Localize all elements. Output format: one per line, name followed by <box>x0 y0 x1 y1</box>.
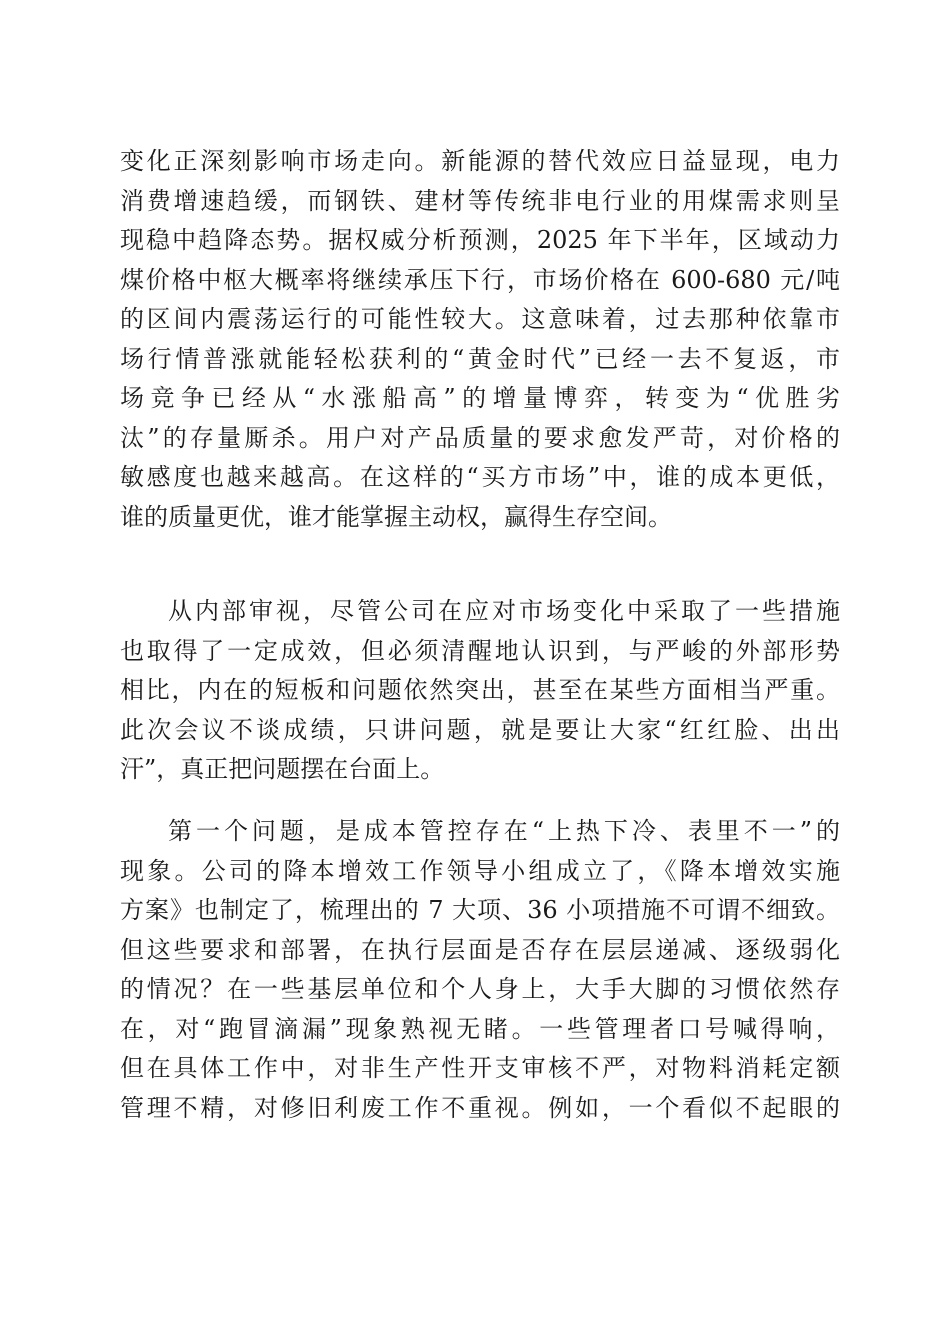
paragraph-line: 的区间内震荡运行的可能性较大。这意味着，过去那种依靠市 <box>120 305 840 333</box>
paragraph-line: 煤价格中枢大概率将继续承压下行，市场价格在 600-680 元/吨 <box>120 265 840 294</box>
paragraph-line: 汗”，真正把问题摆在台面上。 <box>120 755 445 783</box>
paragraph-line: 相比，内在的短板和问题依然突出，甚至在某些方面相当严重。 <box>120 676 840 704</box>
paragraph-line: 的情况？在一些基层单位和个人身上，大手大脚的习惯依然存 <box>120 975 840 1003</box>
paragraph-line: 管理不精，对修旧利废工作不重视。例如，一个看似不起眼的 <box>120 1093 840 1122</box>
paragraph-line: 从内部审视，尽管公司在应对市场变化中采取了一些措施 <box>168 597 840 625</box>
paragraph-line: 场竞争已经从“水涨船高”的增量博弈，转变为“优胜劣 <box>120 384 840 412</box>
paragraph-line: 汰”的存量厮杀。用户对产品质量的要求愈发严苛，对价格的 <box>120 423 840 452</box>
paragraph-line: 场行情普涨就能轻松获利的“黄金时代”已经一去不复返，市 <box>120 344 840 373</box>
paragraph-line: 现象。公司的降本增效工作领导小组成立了，《降本增效实施 <box>120 856 840 885</box>
paragraph-market-trend <box>120 142 840 537</box>
paragraph-line: 变化正深刻影响市场走向。新能源的替代效应日益显现，电力 <box>120 147 840 175</box>
paragraph-internal-review <box>120 592 840 790</box>
paragraph-first-problem <box>120 812 840 1128</box>
paragraph-line: 方案》也制定了，梳理出的 7 大项、36 小项措施不可谓不细致。 <box>120 896 840 924</box>
paragraph-line: 敏感度也越来越高。在这样的“买方市场”中，谁的成本更低， <box>120 463 840 491</box>
paragraph-line: 但在具体工作中，对非生产性开支审核不严，对物料消耗定额 <box>120 1054 840 1082</box>
paragraph-line: 也取得了一定成效，但必须清醒地认识到，与严峻的外部形势 <box>120 636 840 665</box>
paragraph-line: 此次会议不谈成绩，只讲问题，就是要让大家“红红脸、出出 <box>120 715 840 744</box>
paragraph-line: 第一个问题，是成本管控存在“上热下冷、表里不一”的 <box>168 817 840 845</box>
paragraph-line: 但这些要求和部署，在执行层面是否存在层层递减、逐级弱化 <box>120 935 840 964</box>
paragraph-line: 谁的质量更优，谁才能掌握主动权，赢得生存空间。 <box>120 502 672 531</box>
paragraph-line: 在，对“跑冒滴漏”现象熟视无睹。一些管理者口号喊得响， <box>120 1014 840 1043</box>
paragraph-line: 消费增速趋缓，而钢铁、建材等传统非电行业的用煤需求则呈 <box>120 186 840 215</box>
paragraph-line: 现稳中趋降态势。据权威分析预测，2025 年下半年，区域动力 <box>120 226 840 254</box>
